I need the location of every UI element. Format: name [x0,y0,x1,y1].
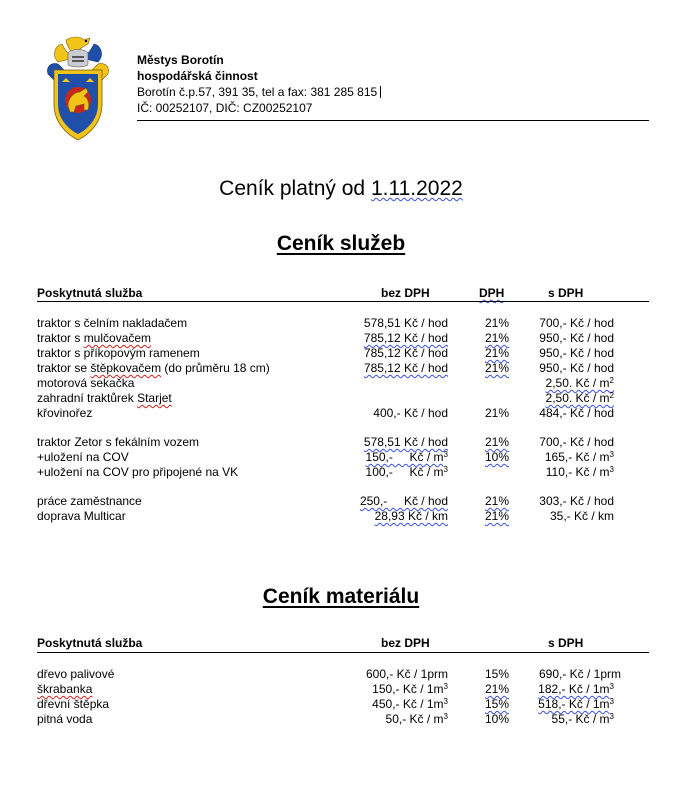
col-with-vat: s DPH [548,286,584,300]
col-vat: DPH [479,286,505,300]
table-row: práce zaměstnance 250,- Kč / hod 21% 303,- Kč / hod [37,494,614,508]
spell-mulcovacem: mulčovačem [83,331,152,345]
org-subtitle: hospodářská činnost [137,69,258,83]
org-ids: IČ: 00252107, DIČ: CZ00252107 [137,101,313,115]
table-row: dřevní štěpka 450,- Kč / $1m^3$ 15% 518,- Kč / $1m^3$ [37,697,614,711]
org-address: Borotín č.p.57, 391 35, tel a fax: 381 285 815 [137,85,381,100]
table-row: +uložení na COV 150,- Kč / $m^3$ 10% 165,- Kč / $m^3$ [37,450,614,464]
materials-header-rule [37,652,649,653]
table-row: pitná voda 50,- Kč / $m^3$ 10% 55,- Kč / $m^3$ [37,712,614,726]
table-row: traktor Zetor s fekálním vozem 578,51 Kč / hod 21% 700,- Kč / hod [37,435,614,449]
materials-heading: Ceník materiálu [262,585,420,608]
page-title: Ceník platný od 1.11.2022 [219,177,463,200]
col-with-vat: s DPH [548,636,584,650]
table-row: motorová sekačka 2,50. Kč / $m^2$ [37,376,614,390]
col-no-vat: bez DPH [381,286,430,300]
services-header-rule [37,301,649,302]
header-rule [137,120,649,121]
text-cursor [380,86,381,98]
services-table-header [0,286,682,301]
col-service: Poskytnutá služba [37,636,143,650]
table-row: traktor s čelním nakladačem 578,51 Kč / hod 21% 700,- Kč / hod [37,316,614,330]
table-row: škrabanka 150,- Kč / $1m^3$ 21% 182,- Kč / $1m^3$ [37,682,614,696]
table-row: doprava Multicar 28,93 Kč / km 21% 35,- Kč / km [37,509,614,523]
table-row: traktor s příkopovým ramenem 785,12 Kč / hod 21% 950,- Kč / hod [37,346,614,360]
table-row: křovinořez 400,- Kč / hod 21% 484,- Kč / hod [37,406,614,420]
coat-of-arms-logo [44,34,112,142]
table-row: +uložení na COV pro připojené na VK 100,- Kč / $m^3$ 110,- Kč / $m^3$ [37,465,614,479]
col-no-vat: bez DPH [381,636,430,650]
table-row: zahradní traktůrek Starjet 2,50. Kč / $m^2$ [37,391,614,405]
org-name: Městys Borotín [137,53,224,67]
services-heading: Ceník služeb [276,232,406,255]
table-row: traktor s mulčovačem 785,12 Kč / hod 21% 950,- Kč / hod [37,331,614,345]
table-row: dřevo palivové 600,- Kč / 1prm 15% 690,- Kč / 1prm [37,667,621,681]
col-service: Poskytnutá služba [37,286,143,300]
materials-table-header [0,636,682,651]
table-row: traktor se štěpkovačem (do průměru 18 cm) 785,12 Kč / hod 21% 950,- Kč / hod [37,361,614,375]
